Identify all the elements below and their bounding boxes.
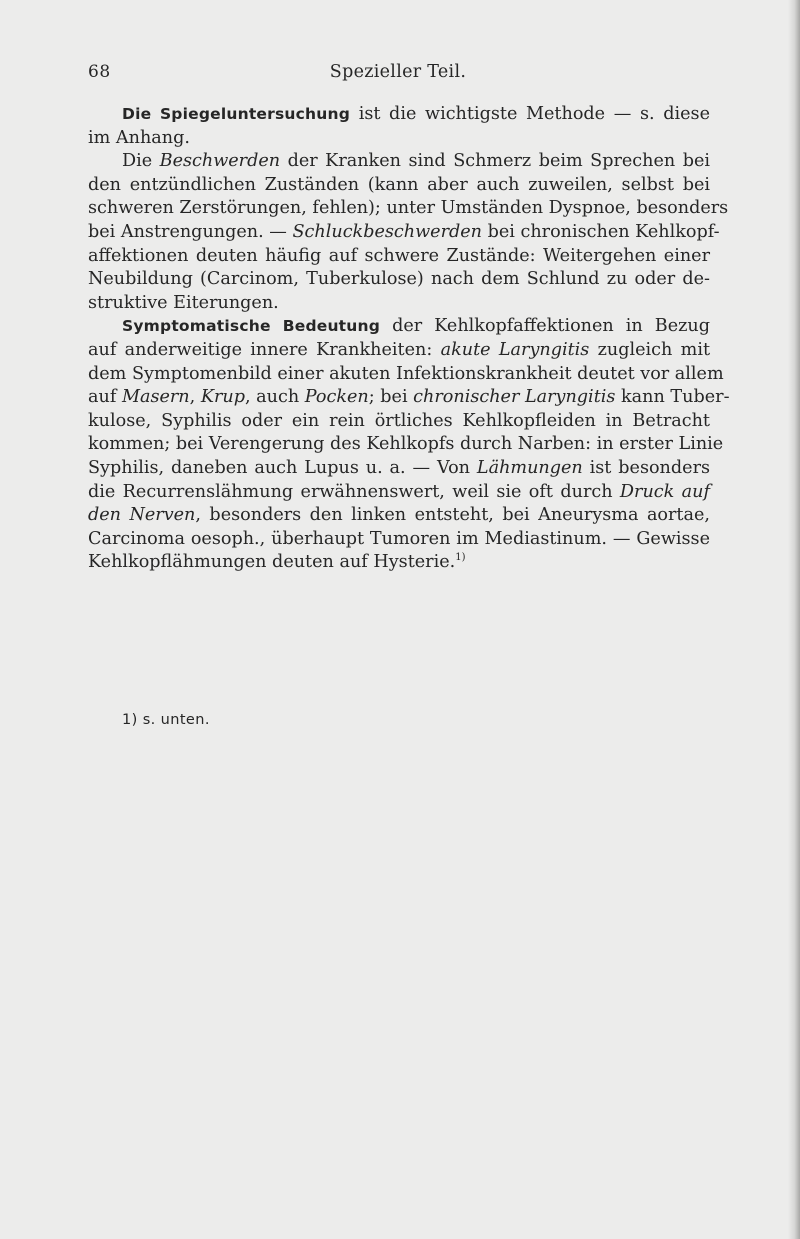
- term-akute-laryngitis: akute Laryngitis: [440, 339, 590, 360]
- term-beschwerden: Beschwerden: [159, 151, 281, 172]
- term-den-nerven: den Nerven: [88, 505, 196, 526]
- paragraph-3-line-2: auf anderweitige innere Krankheiten: akute Laryngitis zugleich mit: [88, 339, 711, 360]
- paragraph-3-line-1: Symptomatische Bedeutung der Kehlkopfaffektionen in Bezug: [122, 316, 710, 337]
- paragraph-2-line-7: struktive Eiterungen.: [88, 292, 279, 313]
- term-spiegeluntersuchung: Die Spiegeluntersuchung: [122, 105, 351, 123]
- term-druck-auf: Druck auf: [619, 481, 710, 502]
- paragraph-3-line-7: Syphilis, daneben auch Lupus u. a. — Von Lähmungen ist besonders: [88, 457, 711, 478]
- body-text: [88, 103, 730, 575]
- paragraph-2-line-1: Die Beschwerden der Kranken sind Schmerz beim Sprechen bei: [122, 151, 711, 172]
- term-pocken: Pocken: [304, 387, 369, 408]
- paragraph-3-line-8: die Recurrenslähmung erwähnenswert, weil sie oft durch Druck auf: [88, 481, 710, 502]
- paragraph-3-line-3: dem Symptomenbild einer akuten Infektionskrankheit deutet vor allem: [88, 363, 724, 384]
- paragraph-3-line-5: kulose, Syphilis oder ein rein örtliches Kehlkopfleiden in Betracht: [88, 410, 710, 431]
- paragraph-3-line-4: auf Masern, Krup, auch Pocken; bei chronischer Laryngitis kann Tuber-: [88, 387, 730, 408]
- paragraph-3-line-10: Carcinoma oesoph., überhaupt Tumoren im Mediastinum. — Gewisse: [88, 528, 710, 549]
- paragraph-3-line-6: kommen; bei Verengerung des Kehlkopfs durch Narben: in erster Linie: [88, 434, 724, 455]
- paragraph-3-line-9: den Nerven, besonders den linken entsteht, bei Aneurysma aortae,: [88, 505, 710, 526]
- page-number: 68: [88, 62, 111, 82]
- paragraph-2-line-2: den entzündlichen Zuständen (kann aber auch zuweilen, selbst bei: [88, 174, 710, 195]
- footnote-marker[interactable]: 1): [455, 552, 466, 564]
- paragraph-2-line-3: schweren Zerstörungen, fehlen); unter Umständen Dyspnoe, besonders: [88, 198, 729, 219]
- paragraph-2-line-5: affektionen deuten häufig auf schwere Zustände: Weitergehen einer: [88, 245, 710, 266]
- paragraph-1-line-2: im Anhang.: [88, 127, 190, 148]
- term-laehmungen: Lähmungen: [476, 457, 583, 478]
- running-title: Spezieller Teil.: [329, 62, 467, 82]
- footnote: 1) s. unten.: [122, 712, 210, 728]
- term-chronischer-laryngitis: chronischer Laryngitis: [413, 387, 616, 408]
- page-edge-shadow: [788, 0, 800, 1239]
- term-krup: Krup: [200, 387, 245, 408]
- term-symptomatische-bedeutung: Symptomatische Bedeutung: [122, 317, 381, 336]
- paragraph-2-line-6: Neubildung (Carcinom, Tuberkulose) nach dem Schlund zu oder de-: [88, 269, 710, 290]
- term-masern: Masern: [121, 387, 190, 408]
- term-schluckbeschwerden: Schluckbeschwerden: [292, 221, 482, 242]
- page-header: [88, 62, 708, 92]
- paragraph-3-line-11: Kehlkopflähmungen deuten auf Hysterie.$^{1)}$: [88, 552, 466, 573]
- paragraph-2-line-4: bei Anstrengungen. — Schluckbeschwerden bei chronischen Kehlkopf-: [88, 221, 720, 242]
- paragraph-1-line-1: Die Spiegeluntersuchung ist die wichtigste Methode — s. diese: [122, 104, 710, 124]
